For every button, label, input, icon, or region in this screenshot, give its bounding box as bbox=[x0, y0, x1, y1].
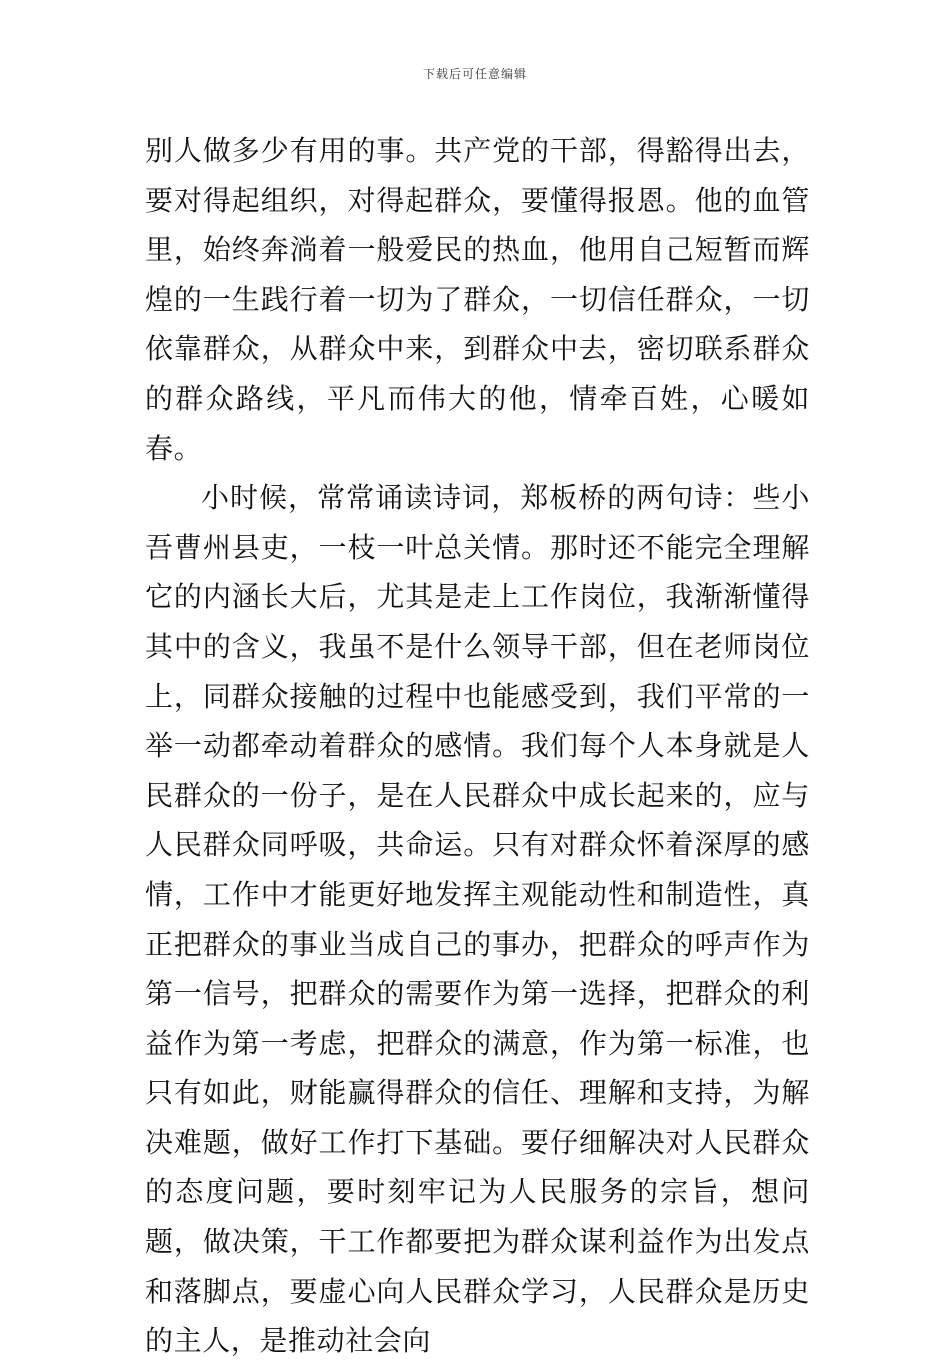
page-header-note: 下载后可任意编辑 bbox=[422, 67, 527, 81]
document-body bbox=[145, 126, 810, 1366]
paragraph-2: 小时候，常常诵读诗词，郑板桥的两句诗：些小吾曹州县吏，一枝一叶总关情。那时还不能完全理解它的内涵长大后，尤其是走上工作岗位，我渐渐懂得其中的含义，我虽不是什么领导干部，但在老师岗位上，同群众接触的过程中也能感受到，我们平常的一举一动都牵动着群众的感情。我们每个人本身就是人民群众的一份子，是在人民群众中成长起来的，应与人民群众同呼吸，共命运。只有对群众怀着深厚的感情，工作中才能更好地发挥主观能动性和制造性，真正把群众的事业当成自己的事办，把群众的呼声作为第一信号，把群众的需要作为第一选择，把群众的利益作为第一考虑，把群众的满意，作为第一标准，也只有如此，财能赢得群众的信任、理解和支持，为解决难题，做好工作打下基础。要仔细解决对人民群众的态度问题，要时刻牢记为人民服务的宗旨，想问题，做决策，干工作都要把为群众谋利益作为出发点和落脚点，要虚心向人民群众学习，人民群众是历史的主人，是推动社会向 bbox=[145, 481, 810, 1358]
paragraph-1: 别人做多少有用的事。共产党的干部，得豁得出去，要对得起组织，对得起群众，要懂得报恩。他的血管里，始终奔淌着一般爱民的热血，他用自己短暂而辉煌的一生践行着一切为了群众，一切信任群众，一切依靠群众，从群众中来，到群众中去，密切联系群众的群众路线，平凡而伟大的他，情牵百姓，心暖如春。 bbox=[145, 134, 810, 465]
